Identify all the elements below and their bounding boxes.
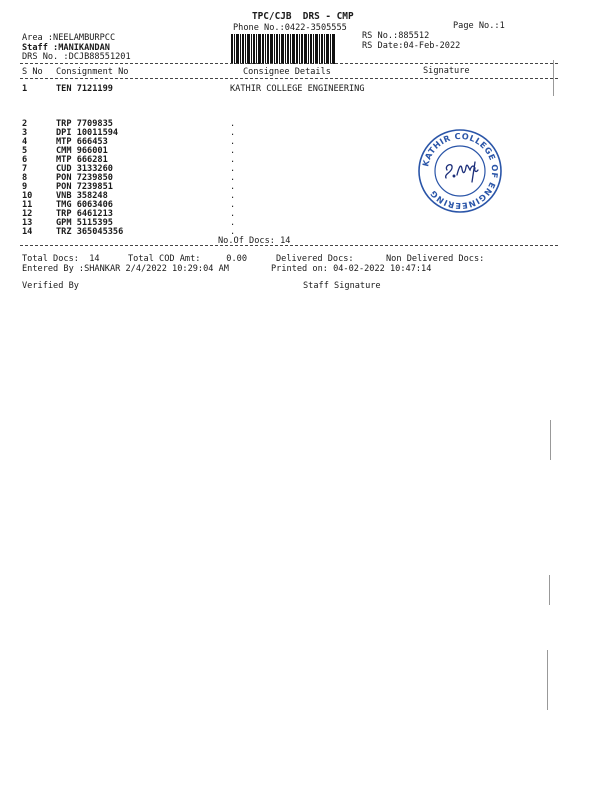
row-sno: 6 (22, 155, 28, 165)
row-consignment: CUD 3133260 (56, 164, 113, 174)
row-sno: 10 (22, 191, 33, 201)
row-consignee: . (230, 218, 236, 228)
row-consignment: PON 7239851 (56, 182, 113, 192)
row-sno: 5 (22, 146, 28, 156)
non-delivered-docs: Non Delivered Docs: (386, 254, 485, 264)
row-consignment: VNB 358248 (56, 191, 108, 201)
report-title: TPC/CJB DRS - CMP (252, 11, 354, 22)
row-consignment: TMG 6063406 (56, 200, 113, 210)
row-sno: 9 (22, 182, 28, 192)
phone-number: Phone No.:0422-3505555 (233, 23, 347, 33)
row-consignee: . (230, 128, 236, 138)
row-consignment: MTP 666453 (56, 137, 108, 147)
scan-edge-mark (549, 575, 550, 605)
scan-edge-mark (553, 60, 554, 96)
divider-top (20, 63, 558, 64)
verified-by-label: Verified By (22, 281, 79, 291)
column-header-consignment: Consignment No (56, 67, 129, 77)
row-consignee: . (230, 155, 236, 165)
row-consignee: . (230, 200, 236, 210)
row-consignee: . (230, 146, 236, 156)
row-sno: 7 (22, 164, 28, 174)
row-consignment: PON 7239850 (56, 173, 113, 183)
rs-date: RS Date:04-Feb-2022 (362, 41, 461, 51)
delivered-docs: Delivered Docs: (276, 254, 354, 264)
row-consignee: . (230, 227, 236, 237)
area-field: Area :NEELAMBURPCC (22, 33, 116, 43)
printed-on: Printed on: 04-02-2022 10:47:14 (271, 264, 432, 274)
row-sno: 8 (22, 173, 28, 183)
total-cod-amount: Total COD Amt: 0.00 (128, 254, 247, 264)
row-sno: 13 (22, 218, 33, 228)
staff-signature-label: Staff Signature (303, 281, 381, 291)
barcode-image (231, 34, 335, 64)
row-consignee: . (230, 137, 236, 147)
column-header-sno: S No (22, 67, 43, 77)
row-consignee: . (230, 191, 236, 201)
row-consignment: MTP 666281 (56, 155, 108, 165)
row-consignment: CMM 966001 (56, 146, 108, 156)
row-sno: 14 (22, 227, 33, 237)
scan-edge-mark (547, 650, 548, 710)
no-of-docs: No.Of Docs: 14 (218, 236, 291, 246)
row-sno: 3 (22, 128, 28, 138)
row-consignee: . (230, 182, 236, 192)
row-consignee: . (230, 164, 236, 174)
staff-field: Staff :MANIKANDAN (22, 43, 110, 53)
college-stamp-image (417, 128, 503, 214)
divider-header (20, 78, 558, 79)
table-row (0, 227, 600, 237)
svg-text:KATHIR COLLEGE OF ENGINEERING: KATHIR COLLEGE OF ENGINEERING (420, 130, 501, 212)
row-consignment: DPI 10011594 (56, 128, 119, 138)
divider-bottom (20, 245, 558, 246)
page-number: Page No.:1 (453, 21, 505, 31)
row-sno: 2 (22, 119, 28, 129)
total-docs: Total Docs: 14 (22, 254, 100, 264)
row-consignment: GPM 5115395 (56, 218, 113, 228)
rs-number: RS No.:885512 (362, 31, 430, 41)
column-header-signature: Signature (423, 66, 470, 76)
scan-edge-mark (550, 420, 551, 460)
row-sno: 4 (22, 137, 28, 147)
row-consignment: TEN 7121199 (56, 84, 113, 94)
row-sno: 12 (22, 209, 33, 219)
row-consignee: KATHIR COLLEGE ENGINEERING (230, 84, 365, 94)
row-consignment: TRZ 365045356 (56, 227, 124, 237)
row-consignment: TRP 7709835 (56, 119, 113, 129)
row-consignee: . (230, 119, 236, 129)
row-sno: 11 (22, 200, 33, 210)
drs-number: DRS No. :DCJB88551201 (22, 52, 131, 62)
row-consignment: TRP 6461213 (56, 209, 113, 219)
row-consignee: . (230, 173, 236, 183)
row-sno: 1 (22, 84, 28, 94)
entered-by: Entered By :SHANKAR 2/4/2022 10:29:04 AM (22, 264, 229, 274)
table-row (0, 84, 600, 94)
row-consignee: . (230, 209, 236, 219)
column-header-consignee: Consignee Details (243, 67, 331, 77)
